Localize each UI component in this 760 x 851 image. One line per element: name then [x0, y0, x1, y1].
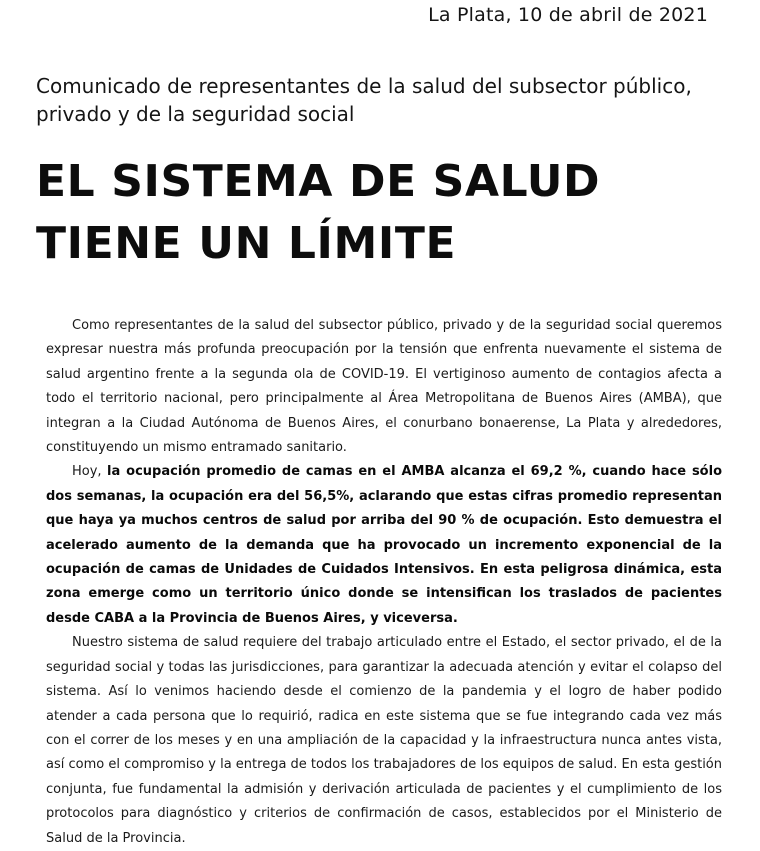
paragraph-2-lead: Hoy,	[72, 464, 108, 480]
paragraph-3: Nuestro sistema de salud requiere del trabajo articulado entre el Estado, el sector privado, el de la seguridad social y todas las jurisdicciones, para garantizar la adecuada atención y evitar el colapso del sistema. Así lo venimos haciendo desde el comienzo de la pandemia y el logro de haber podido atender a cada persona que lo requirió, radica en este sistema que se fue integrando cada vez más con el correr de los meses y en una ampliación de la capacidad y la infraestructura nunca antes vista, así como el compromiso y la entrega de todos los trabajadores de los equipos de salud. En esta gestión conjunta, fue fundamental la admisión y derivación articulada de pacientes y el cumplimiento de los protocolos para diagnóstico y criterios de confirmación de casos, establecidos por el Ministerio de Salud de la Provincia.	[46, 635, 722, 846]
paragraph-2-emphasis: la ocupación promedio de camas en el AMBA alcanza el 69,2 %, cuando hace sólo dos semanas, la ocupación era del 56,5%, aclarando que estas cifras promedio representan que haya ya muchos centros de salud por arriba del 90 % de ocupación. Esto demuestra el acelerado aumento de la demanda que ha provocado un incremento exponencial de la ocupación de camas de Unidades de Cuidados Intensivos. En esta peligrosa dinámica, esta zona emerge como un territorio único donde se intensifican los traslados de pacientes desde CABA a la Provincia de Buenos Aires, y viceversa.	[46, 464, 723, 626]
headline-line-1: EL SISTEMA DE SALUD	[36, 156, 601, 207]
document-date: La Plata, 10 de abril de 2021	[428, 4, 708, 26]
communique-subtitle	[36, 72, 726, 128]
paragraph-2	[46, 460, 722, 631]
subtitle-line-2: privado y de la seguridad social	[36, 102, 355, 126]
paragraph-1: Como representantes de la salud del subsector público, privado y de la seguridad social queremos expresar nuestra más profunda preocupación por la tensión que enfrenta nuevamente el sistema de salud argentino frente a la segunda ola de COVID-19. El vertiginoso aumento de contagios afecta a todo el territorio nacional, pero principalmente al Área Metropolitana de Buenos Aires (AMBA), que integran a la Ciudad Autónoma de Buenos Aires, el conurbano bonaerense, La Plata y alrededores, constituyendo un mismo entramado sanitario.	[46, 318, 722, 456]
headline-line-2: TIENE UN LÍMITE	[36, 218, 457, 269]
subtitle-line-1: Comunicado de representantes de la salud del subsector público,	[36, 74, 692, 98]
page-title	[36, 151, 736, 275]
document-body	[46, 314, 722, 851]
